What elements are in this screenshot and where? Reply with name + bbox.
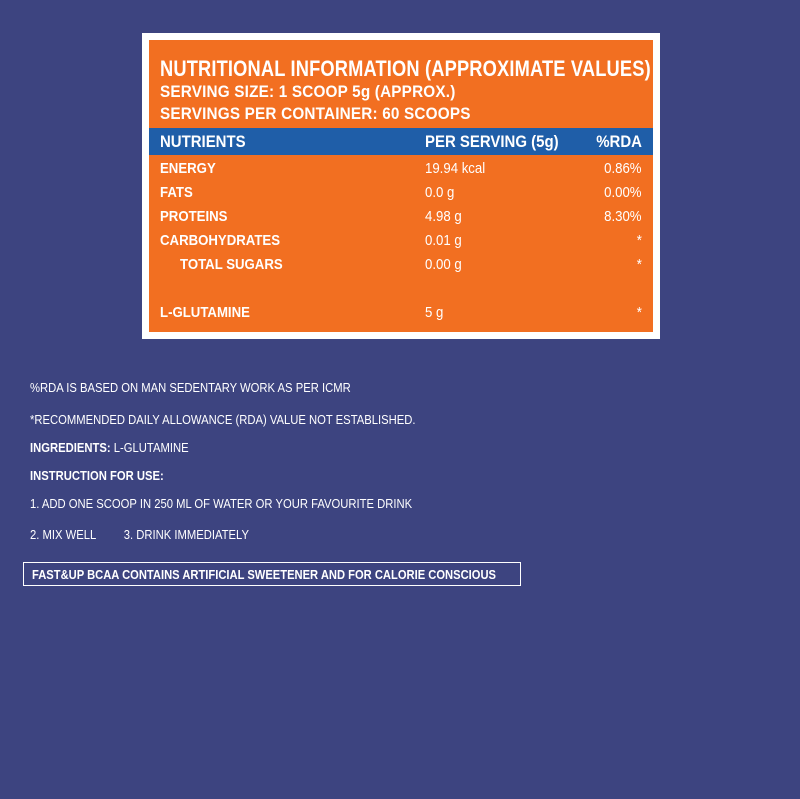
- nutrient-name: TOTAL SUGARS: [180, 256, 283, 273]
- header-rda: %RDA: [596, 132, 642, 151]
- rda-not-established-note: *RECOMMENDED DAILY ALLOWANCE (RDA) VALUE NOT ESTABLISHED.: [30, 413, 416, 427]
- per-serving-value: 5 g: [425, 304, 444, 321]
- servings-per-container: SERVINGS PER CONTAINER: 60 SCOOPS: [160, 104, 471, 123]
- panel-title: NUTRITIONAL INFORMATION (APPROXIMATE VALUES): [160, 56, 651, 81]
- per-serving-value: 0.00 g: [425, 256, 462, 273]
- instruction-step-1: 1. ADD ONE SCOOP IN 250 ML OF WATER OR YOUR FAVOURITE DRINK: [30, 497, 413, 511]
- nutrition-panel: [142, 33, 660, 339]
- table-header: [149, 128, 653, 155]
- ingredients-label: INGREDIENTS:: [30, 441, 111, 455]
- table-row: [149, 304, 653, 328]
- sweetener-notice-box: [23, 562, 521, 586]
- rda-basis-note: %RDA IS BASED ON MAN SEDENTARY WORK AS PER ICMR: [30, 381, 351, 395]
- instruction-step-3: 3. DRINK IMMEDIATELY: [123, 528, 249, 542]
- nutrient-name: PROTEINS: [160, 208, 228, 225]
- instruction-step-2: 2. MIX WELL: [30, 528, 96, 542]
- table-row: [149, 184, 653, 208]
- rda-value: 0.86%: [604, 160, 642, 177]
- nutrient-name: FATS: [160, 184, 193, 201]
- header-nutrients: NUTRIENTS: [160, 132, 246, 151]
- per-serving-value: 4.98 g: [425, 208, 462, 225]
- rda-value: 8.30%: [604, 208, 642, 225]
- table-row: [149, 256, 653, 280]
- sweetener-notice: FAST&UP BCAA CONTAINS ARTIFICIAL SWEETENER AND FOR CALORIE CONSCIOUS: [32, 567, 496, 582]
- table-row: [149, 232, 653, 256]
- per-serving-value: 0.01 g: [425, 232, 462, 249]
- instruction-steps-2-3: [30, 528, 249, 542]
- per-serving-value: 19.94 kcal: [425, 160, 486, 177]
- nutrient-name: L-GLUTAMINE: [160, 304, 250, 321]
- instruction-heading-text: INSTRUCTION FOR USE:: [30, 469, 164, 483]
- rda-value: *: [636, 256, 642, 273]
- nutrient-name: ENERGY: [160, 160, 216, 177]
- table-row: [149, 208, 653, 232]
- ingredients-line: [30, 441, 189, 455]
- rda-value: *: [636, 232, 642, 249]
- table-row: [149, 160, 653, 184]
- rda-value: 0.00%: [604, 184, 642, 201]
- nutrition-panel-body: [149, 40, 653, 332]
- serving-size: SERVING SIZE: 1 SCOOP 5g (APPROX.): [160, 82, 456, 101]
- per-serving-value: 0.0 g: [425, 184, 455, 201]
- nutrient-name: CARBOHYDRATES: [160, 232, 281, 249]
- header-per-serving: PER SERVING (5g): [425, 132, 559, 151]
- rda-value: *: [636, 304, 642, 321]
- ingredients-value: L-GLUTAMINE: [113, 441, 189, 455]
- instruction-heading: [30, 469, 164, 483]
